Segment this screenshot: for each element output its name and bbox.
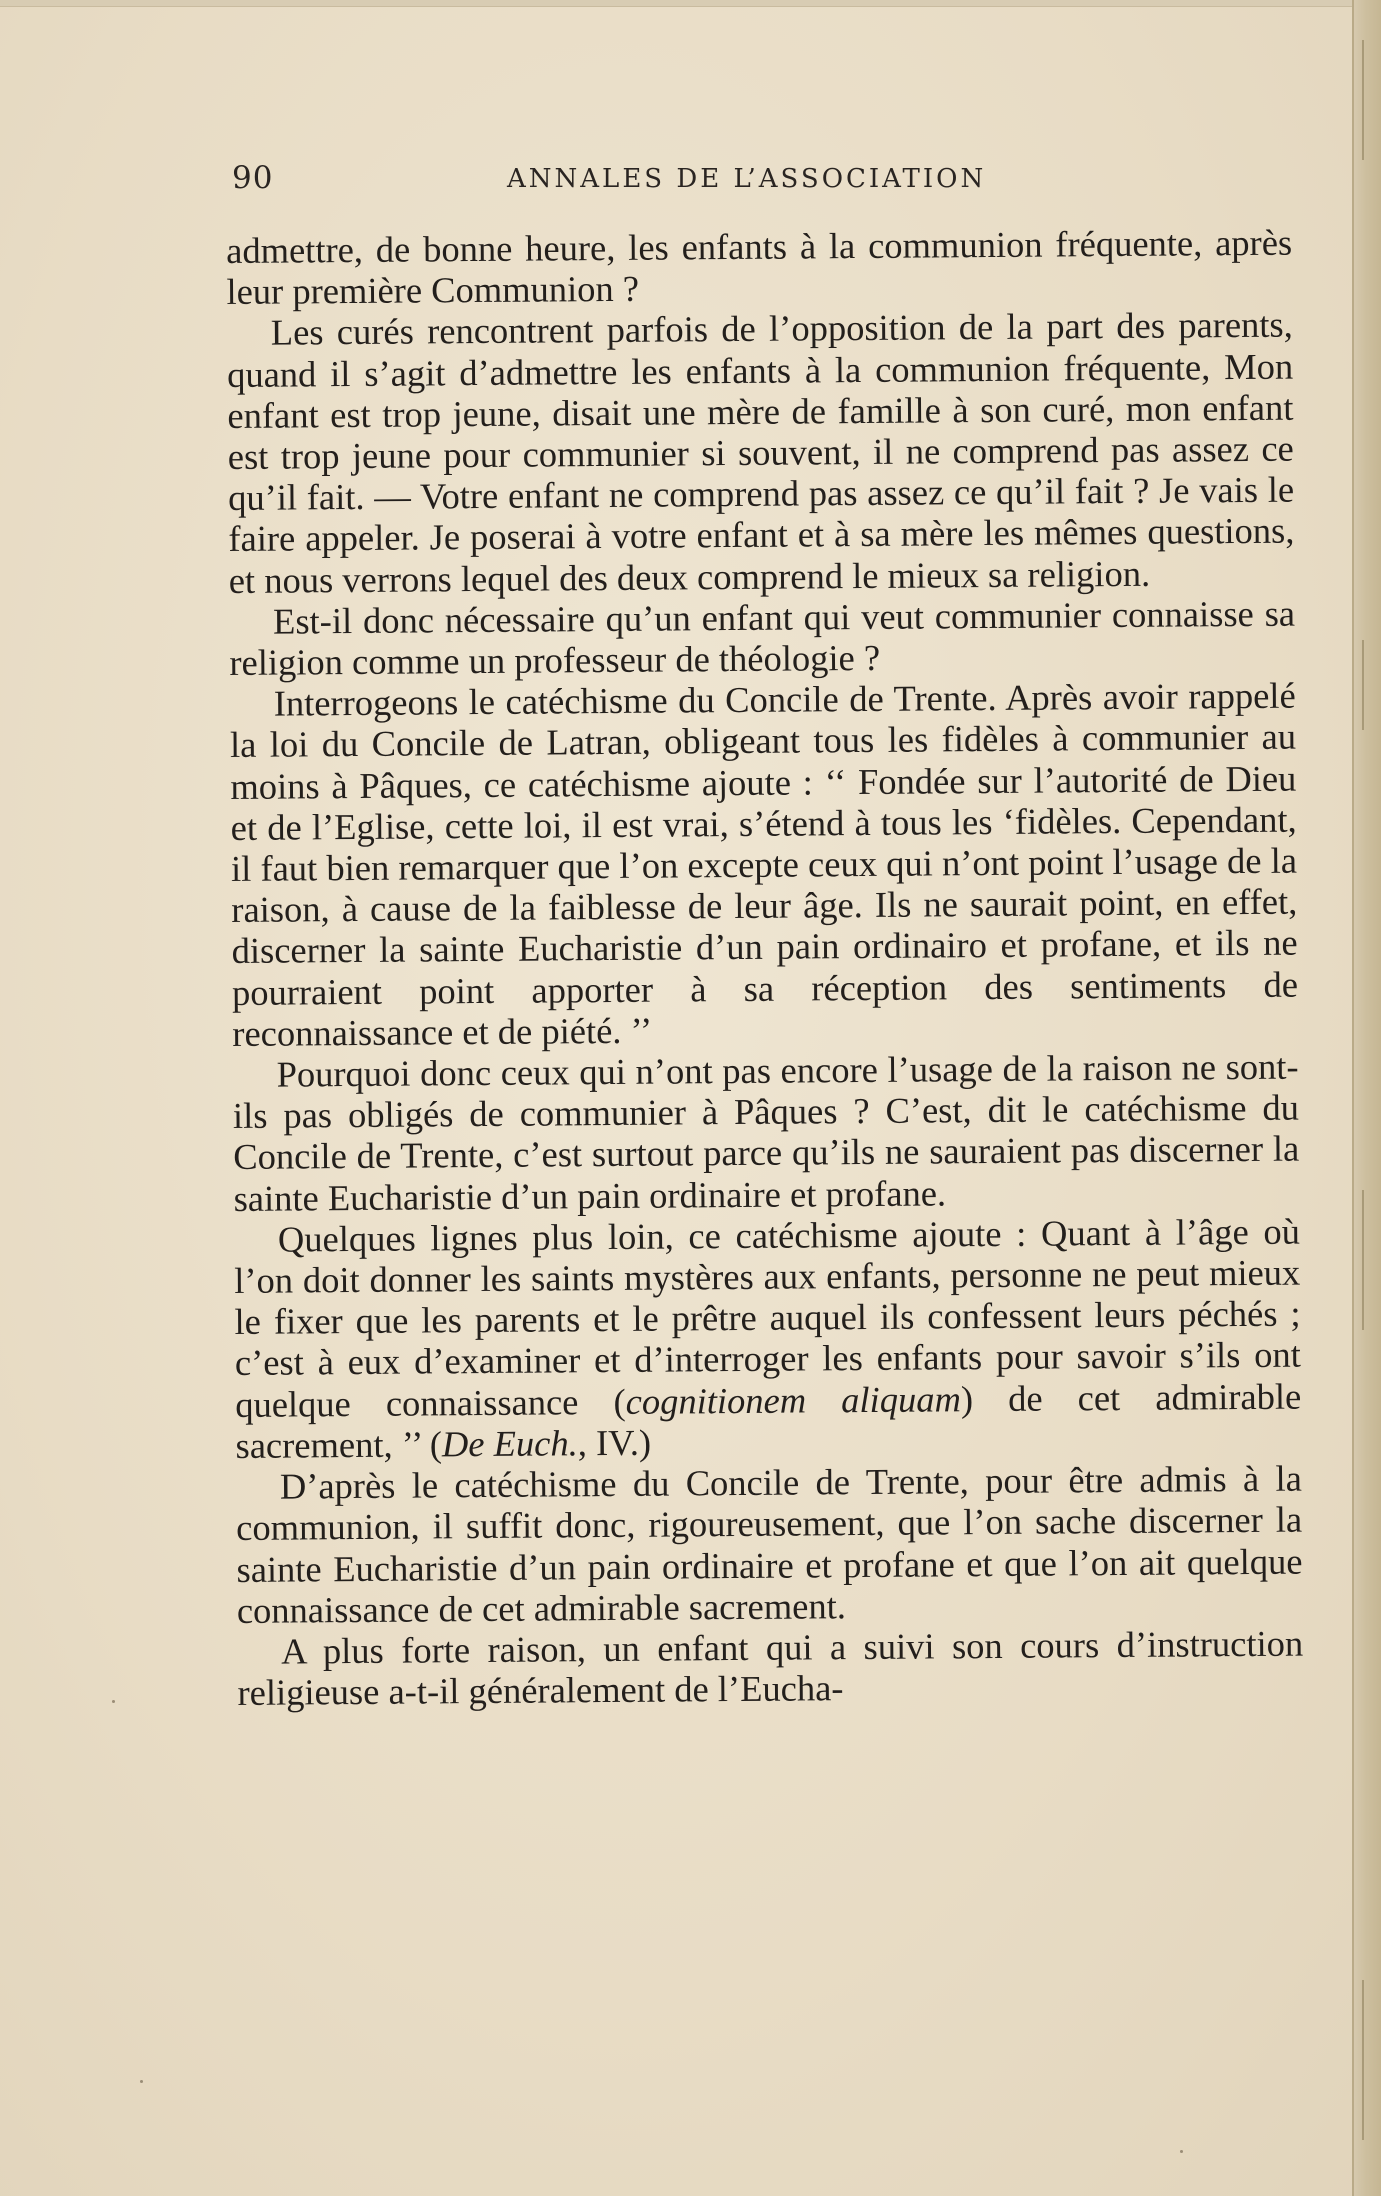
paper-speck <box>112 1700 115 1703</box>
paragraph-3: Est-il donc nécessaire qu’un enfant qui veut communier connaisse sa religion comme un professeur de théologie ? <box>229 592 1296 684</box>
running-title: ANNALES DE L’ASSOCIATION <box>507 164 987 194</box>
paragraph-5: Pourquoi donc ceux qui n’ont pas encore l’usage de la raison ne sont-ils pas obligés de communier à Pâques ? C’est, dit le catéchisme du Concile de Trente, c’est surtout parce qu’ils ne sauraient pas discerner la sainte Eucharistie d’un pain ordinaire et profane. <box>232 1045 1300 1219</box>
paragraph-1: admettre, de bonne heure, les enfants à la communion fréquente, après leur première Communion ? <box>226 221 1293 313</box>
paragraph-6-text-before: Quelques lignes plus loin, ce catéchisme ajoute : Quant à l’âge où l’on doit donner les saints mystères aux enfants, personne ne peut mieux le fixer que les parents et le prêtre auquel ils confessent leurs péchés ; c’est à eux d’examiner et d’interroger les enfants pour savoir s’ils ont quelque connaissance ( <box>234 1210 1302 1425</box>
paper-speck <box>140 2080 143 2083</box>
paragraph-4: Interrogeons le catéchisme du Concile de Trente. Après avoir rappelé la loi du Concile de Latran, obligeant tous les fidèles à communier au moins à Pâques, ce catéchisme ajoute : ‘‘ Fondée sur l’autorité de Dieu et de l’Eglise, cette loi, il est vrai, s’étend à tous les ‘fidèles. Cependant, il faut bien remarquer que l’on excepte ceux qui n’ont point l’usage de la raison, à cause de la faiblesse de leur âge. Ils ne saurait point, en effet, discerner la sainte Eucharistie d’un pain ordinairo et profane, et ils ne pourraient point apporter à sa réception des sentiments de reconnaissance et de piété. ’’ <box>229 674 1299 1054</box>
paragraph-7: D’après le catéchisme du Concile de Trente, pour être admis à la communion, il suffit donc, rigoureusement, que l’on sache discerner la sainte Eucharistie d’un pain ordinaire et profane et que l’on ait quelque connaissance de cet admirable sacrement. <box>236 1457 1303 1631</box>
page-top-edge <box>0 0 1360 7</box>
paper-speck <box>1180 2150 1183 2153</box>
paragraph-2: Les curés rencontrent parfois de l’opposition de la part des parents, quand il s’agit d’admettre les enfants à la communion fréquente, Mon enfant est trop jeune, disait une mère de famille à son curé, mon enfant est trop jeune pour communier si souvent, il ne comprend pas assez ce qu’il fait. — Votre enfant ne comprend pas assez ce qu’il fait ? Je vais le faire appeler. Je poserai à votre enfant et à sa mère les mêmes questions, et nous verrons lequel des deux comprend le mieux sa religion. <box>226 304 1295 601</box>
page-header <box>232 160 1292 210</box>
paragraph-6-text-middle: ) de cet admirable sacrement, ’’ ( <box>235 1375 1302 1466</box>
page-number: 90 <box>232 160 274 196</box>
paragraph-6-text-after: , IV.) <box>577 1421 652 1464</box>
paragraph-6 <box>234 1210 1302 1466</box>
body-text <box>226 222 1304 1714</box>
paragraph-6-italic-latin: cognitionem aliquam <box>625 1377 962 1422</box>
paragraph-6-italic-citation: De Euch. <box>441 1422 578 1465</box>
page-right-edge <box>1352 0 1381 2196</box>
paragraph-8: A plus forte raison, un enfant qui a suivi son cours d’instruction religieuse a-t-il généralement de l’Eucha- <box>237 1622 1304 1714</box>
